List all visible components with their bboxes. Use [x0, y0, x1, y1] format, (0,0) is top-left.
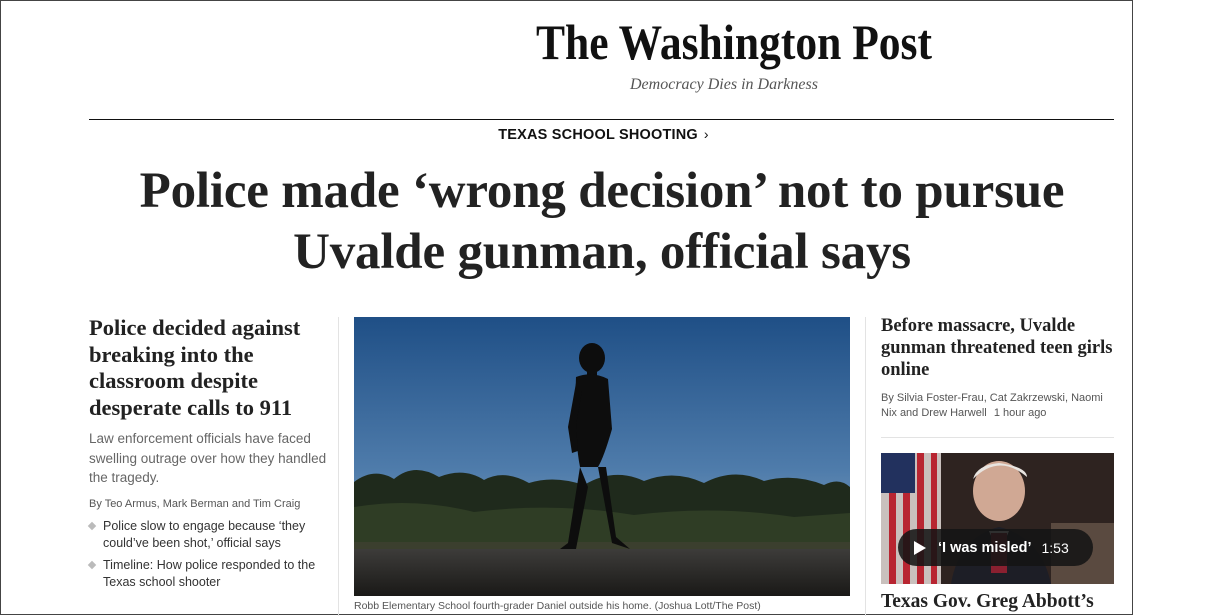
masthead: [1, 1, 1134, 119]
video-story-headline[interactable]: Texas Gov. Greg Abbott’s: [881, 591, 1094, 612]
left-story-title[interactable]: Police decided against breaking into the classroom despite desperate calls to 911: [89, 315, 301, 420]
photo-caption: Robb Elementary School fourth-grader Daniel outside his home. (Joshua Lott/The Post): [354, 600, 761, 612]
tagline: Democracy Dies in Darkness: [630, 76, 818, 93]
byline-authors: By Silvia Foster-Frau, Cat Zakrzewski, Naomi Nix and Drew Harwell: [881, 392, 1103, 419]
bullet-diamond-icon: [88, 521, 96, 529]
chevron-right-icon: ›: [703, 126, 709, 142]
right-story-byline: [881, 391, 1117, 421]
kicker-label: TEXAS SCHOOL SHOOTING: [498, 127, 698, 143]
left-story: [89, 315, 329, 596]
play-icon: [914, 541, 926, 555]
bullet-diamond-icon: [88, 560, 96, 568]
related-link-text: Timeline: How police responded to the Texas school shooter: [103, 557, 316, 589]
timestamp: 1 hour ago: [993, 407, 1047, 419]
related-links: [89, 518, 329, 592]
related-link[interactable]: [89, 518, 329, 553]
related-link[interactable]: [89, 557, 329, 592]
main-headline[interactable]: Police made ‘wrong decision’ not to pursue Uvalde gunman, official says: [139, 163, 1065, 280]
left-story-byline: By Teo Armus, Mark Berman and Tim Craig: [89, 497, 301, 510]
svg-text:The Washington Post: The Washington Post: [536, 14, 933, 70]
video-play-pill[interactable]: [898, 529, 1093, 566]
related-link-text: Police slow to engage because ‘they could’ve been shot,’ official says: [103, 518, 306, 550]
column-divider: [865, 317, 866, 616]
lead-photo[interactable]: [354, 317, 850, 596]
right-story: [881, 315, 1117, 421]
video-title: ‘I was misled’: [938, 539, 1032, 556]
right-column-divider: [881, 437, 1114, 438]
kicker-link[interactable]: [498, 127, 709, 143]
section-kicker[interactable]: [1, 126, 1206, 143]
masthead-rule: [89, 119, 1114, 120]
right-story-title[interactable]: Before massacre, Uvalde gunman threatened teen girls online: [881, 316, 1113, 380]
video-duration: 1:53: [1041, 539, 1069, 556]
column-divider: [338, 317, 339, 616]
washington-post-logo[interactable]: [534, 7, 934, 73]
left-story-blurb: Law enforcement officials have faced swelling outrage over how they handled the tragedy.: [89, 431, 327, 485]
